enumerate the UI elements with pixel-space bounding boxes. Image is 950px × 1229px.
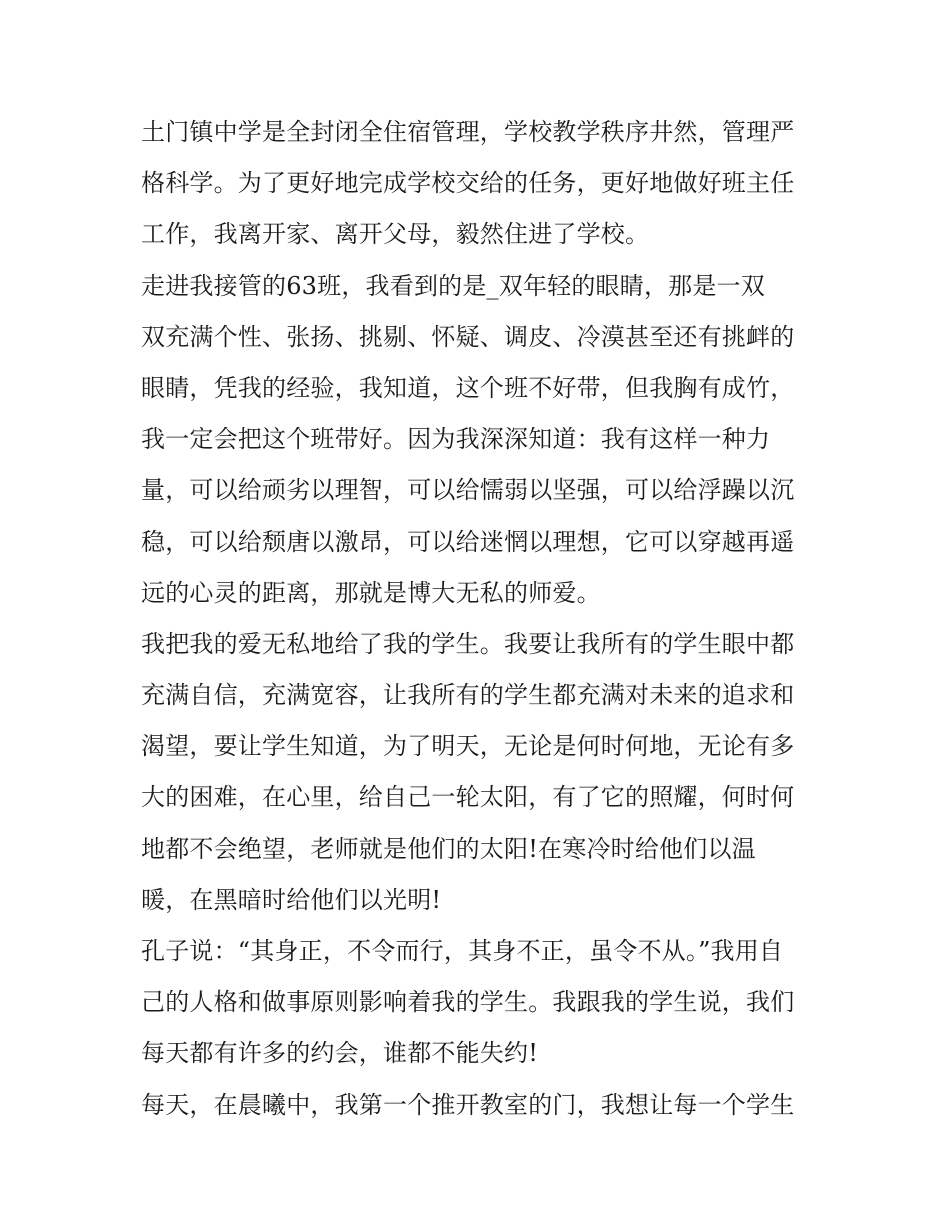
- text-line: 大的困难，在心里，给自己一轮太阳，有了它的照耀，何时何: [141, 783, 795, 812]
- text-line: 土门镇中学是全封闭全住宿管理，学校教学秩序井然，管理严: [141, 118, 795, 146]
- text-line: 地都不会绝望，老师就是他们的太阳!在寒冷时给他们以温: [141, 834, 756, 863]
- text-line: 工作，我离开家、离开父母，毅然住进了学校。: [141, 220, 650, 249]
- text-line: 我把我的爱无私地给了我的学生。我要让我所有的学生眼中都: [141, 629, 795, 658]
- text-line: 稳，可以给颓唐以激昂，可以给迷惘以理想，它可以穿越再遥: [141, 527, 795, 556]
- text-line: 双充满个性、张扬、挑剔、怀疑、调皮、冷漠甚至还有挑衅的: [141, 322, 795, 351]
- text-line: 己的人格和做事原则影响着我的学生。我跟我的学生说，我们: [141, 988, 795, 1017]
- text-line: 量，可以给顽劣以理智，可以给懦弱以坚强，可以给浮躁以沉: [141, 476, 795, 505]
- text-line: 眼睛，凭我的经验，我知道，这个班不好带，但我胸有成竹，: [141, 373, 795, 402]
- text-line: 每天，在晨曦中，我第一个推开教室的门，我想让每一个学生: [141, 1090, 795, 1119]
- paragraph-5: [141, 1080, 821, 1131]
- paragraph-4: [141, 926, 821, 1080]
- text-line: 每天都有许多的约会，谁都不能失约!: [141, 1039, 539, 1068]
- paragraph-1: [141, 107, 821, 261]
- text-line: 暖，在黑暗时给他们以光明!: [141, 885, 442, 914]
- text-line: 孔子说：“其身正，不令而行，其身不正，虽令不从。”我用自: [141, 937, 784, 965]
- text-line: 我一定会把这个班带好。因为我深深知道：我有这样一种力: [141, 425, 771, 454]
- text-line: 格科学。为了更好地完成学校交给的任务，更好地做好班主任: [141, 169, 795, 198]
- paragraph-2: [141, 261, 821, 619]
- text-line: 充满自信，充满宽容，让我所有的学生都充满对未来的追求和: [141, 681, 795, 710]
- text-line: 渴望，要让学生知道，为了明天，无论是何时何地，无论有多: [141, 732, 795, 761]
- text-line: 走进我接管的63班，我看到的是_双年轻的眼睛，那是一双: [141, 271, 765, 300]
- document-body: [141, 107, 821, 1131]
- text-line: 远的心灵的距离，那就是博大无私的师爱。: [141, 578, 601, 607]
- paragraph-3: [141, 619, 821, 926]
